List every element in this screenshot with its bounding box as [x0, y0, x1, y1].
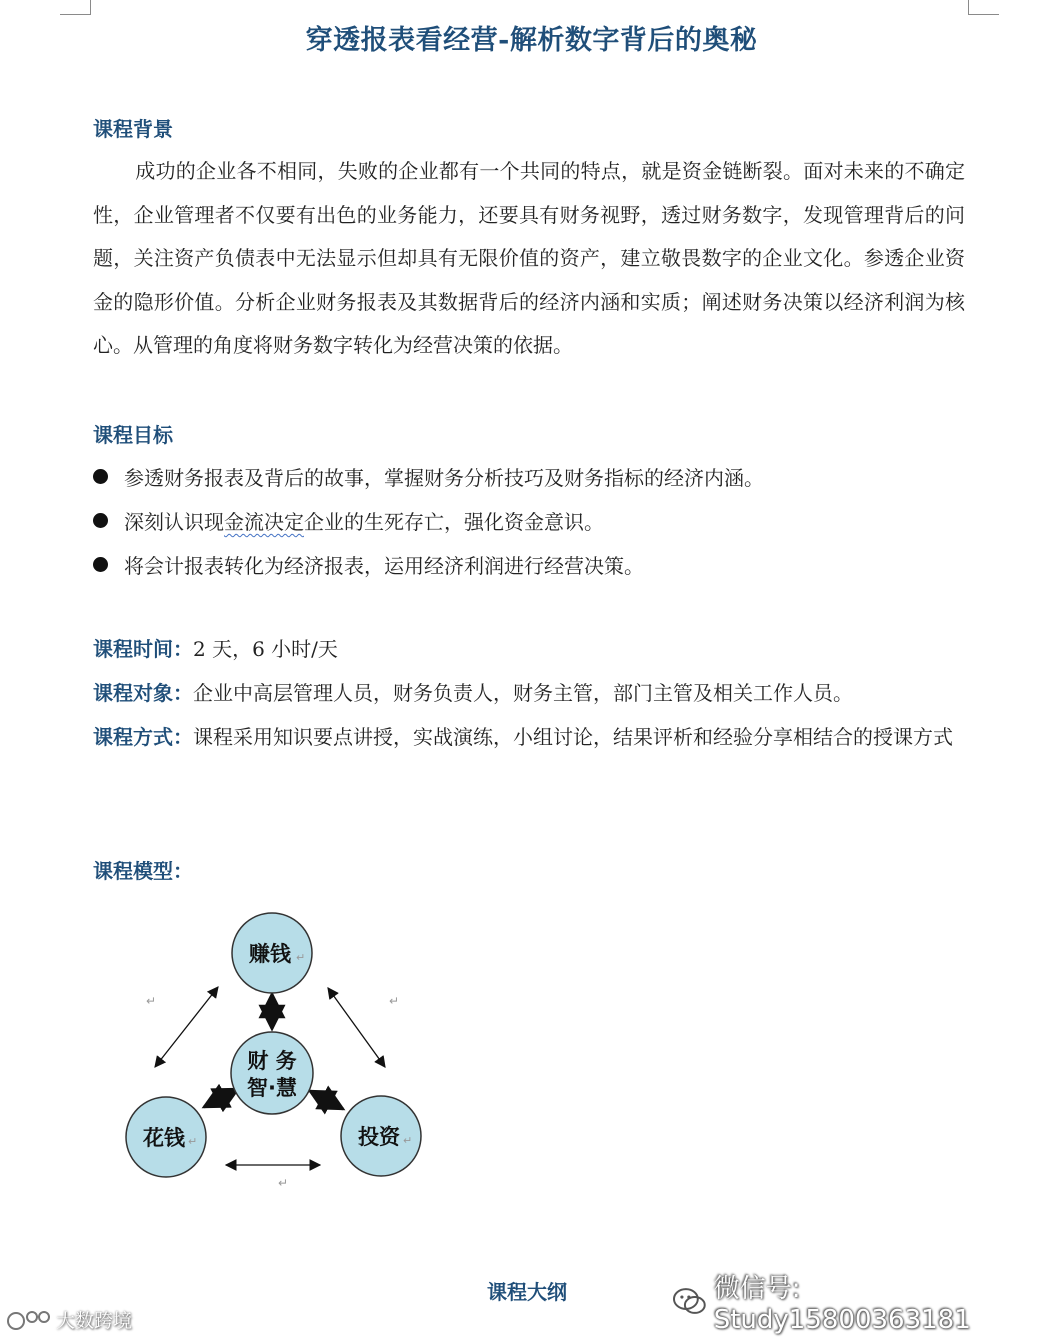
svg-text:↵: ↵: [296, 951, 306, 964]
label-center-line2: 智·慧: [247, 1076, 297, 1100]
arrow-right-center: [310, 1091, 343, 1109]
wechat-icon: [672, 1287, 708, 1317]
heading-background: 课程背景: [93, 117, 173, 141]
arrow-left-center: [204, 1089, 238, 1107]
circle-center: [231, 1032, 313, 1114]
document-title: 穿透报表看经营-解析数字背后的奥秘: [305, 25, 758, 56]
paragraph-mark: ↵: [146, 994, 157, 1008]
wechat-id-text: 微信号: Study15800363181: [713, 1274, 971, 1335]
objective-text: 参透财务报表及背后的故事，掌握财务分析技巧及财务指标的经济内涵。: [124, 466, 764, 490]
bullet-icon: [93, 513, 108, 528]
heading-outline: 课程大纲: [487, 1280, 567, 1304]
crop-mark-top-right: [968, 0, 999, 15]
course-method: 课程方式：课程采用知识要点讲授，实战演练，小组讨论，结果评析和经验分享相结合的授课方式: [93, 725, 953, 749]
heading-model: 课程模型：: [93, 859, 193, 883]
brand-logo-icon: [6, 1307, 52, 1333]
label-earn: 赚钱: [249, 942, 291, 966]
bullet-icon: [93, 469, 108, 484]
objective-text: 将会计报表转化为经济报表，运用经济利润进行经营决策。: [124, 554, 644, 578]
objective-text: 深刻认识现金流决定企业的生死存亡，强化资金意识。: [124, 510, 604, 534]
svg-text:↵: ↵: [188, 1135, 198, 1148]
objective-item: [93, 550, 644, 579]
objective-item: [93, 506, 604, 535]
brand-text: 大数跨境: [56, 1310, 133, 1332]
bullet-icon: [93, 557, 108, 572]
label-invest: 投资: [358, 1125, 400, 1149]
paragraph-mark: ↵: [389, 994, 400, 1008]
arrow-top-left: [155, 987, 218, 1067]
heading-objectives: 课程目标: [93, 423, 173, 447]
background-paragraph: [93, 150, 965, 368]
brand-watermark: [6, 1306, 132, 1333]
course-model-diagram: [100, 895, 430, 1195]
objective-item: [93, 462, 764, 491]
course-audience: 课程对象：企业中高层管理人员，财务负责人，财务主管，部门主管及相关工作人员。: [93, 681, 853, 705]
wechat-watermark: [672, 1268, 1063, 1335]
course-time: 课程时间：2 天，6 小时/天: [93, 637, 338, 661]
background-text: 成功的企业各不相同，失败的企业都有一个共同的特点，就是资金链断裂。面对未来的不确定性，企业管理者不仅要有出色的业务能力，还要具有财务视野，透过财务数字，发现管理背后的问题，关注资产负债表中无法显示但却具有无限价值的资产，建立敬畏数字的企业文化。参透企业资金的隐形价值。分析企业财务报表及其数据背后的经济内涵和实质；阐述财务决策以经济利润为核心。从管理的角度将财务数字转化为经营决策的依据。: [93, 159, 965, 357]
paragraph-mark: ↵: [278, 1176, 289, 1190]
label-spend: 花钱: [143, 1126, 185, 1150]
crop-mark-top-left: [60, 0, 91, 15]
label-center-line1: 财 务: [247, 1049, 297, 1073]
svg-text:↵: ↵: [403, 1134, 413, 1147]
arrow-top-right: [328, 988, 385, 1067]
spellcheck-mark: 金流决定: [224, 510, 304, 534]
